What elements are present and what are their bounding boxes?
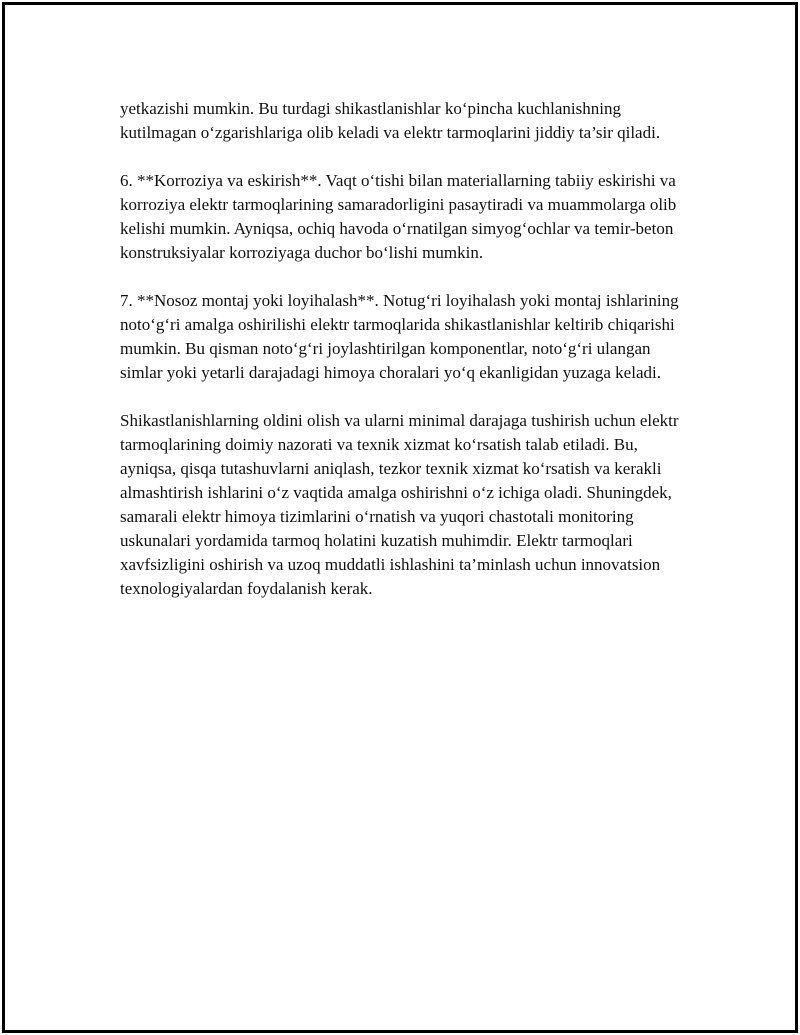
paragraph-continuation: yetkazishi mumkin. Bu turdagi shikastlanishlar ko‘pincha kuchlanishning kutilmagan o‘zgarishlariga olib keladi va elektr tarmoqlarini jiddiy ta’sir qiladi. <box>120 99 661 142</box>
page-content <box>120 97 692 625</box>
paragraph-item-6-corrosion: 6. **Korroziya va eskirish**. Vaqt o‘tishi bilan materiallarning tabiiy eskirishi va korroziya elektr tarmoqlarining samaradorligini pasaytiradi va muammolarga olib kelishi mumkin. Ayniqsa, ochiq havoda o‘rnatilgan simyog‘ochlar va temir-beton konstruksiyalar korroziyaga duchor bo‘lishi mumkin. <box>120 171 677 262</box>
paragraph-item-7-faulty-installation: 7. **Nosoz montaj yoki loyihalash**. Notug‘ri loyihalash yoki montaj ishlarining noto‘g‘ri amalga oshirilishi elektr tarmoqlarida shikastlanishlar keltirib chiqarishi mumkin. Bu qisman noto‘g‘ri joylashtirilgan komponentlar, noto‘g‘ri ulangan simlar yoki yetarli darajadagi himoya choralari yo‘q ekanligidan yuzaga keladi. <box>120 291 679 382</box>
paragraph-conclusion: Shikastlanishlarning oldini olish va ularni minimal darajaga tushirish uchun elektr tarmoqlarining doimiy nazorati va texnik xizmat ko‘rsatish talab etiladi. Bu, ayniqsa, qisqa tutashuvlarni aniqlash, tezkor texnik xizmat ko‘rsatish va kerakli almashtirish ishlarini o‘z vaqtida amalga oshirishni o‘z ichiga oladi. Shuningdek, samarali elektr himoya tizimlarini o‘rnatish va yuqori chastotali monitoring uskunalari yordamida tarmoq holatini kuzatish muhimdir. Elektr tarmoqlari xavfsizligini oshirish va uzoq muddatli ishlashini ta’minlash uchun innovatsion texnologiyalardan foydalanish kerak. <box>120 411 679 598</box>
page-frame <box>2 2 798 1033</box>
